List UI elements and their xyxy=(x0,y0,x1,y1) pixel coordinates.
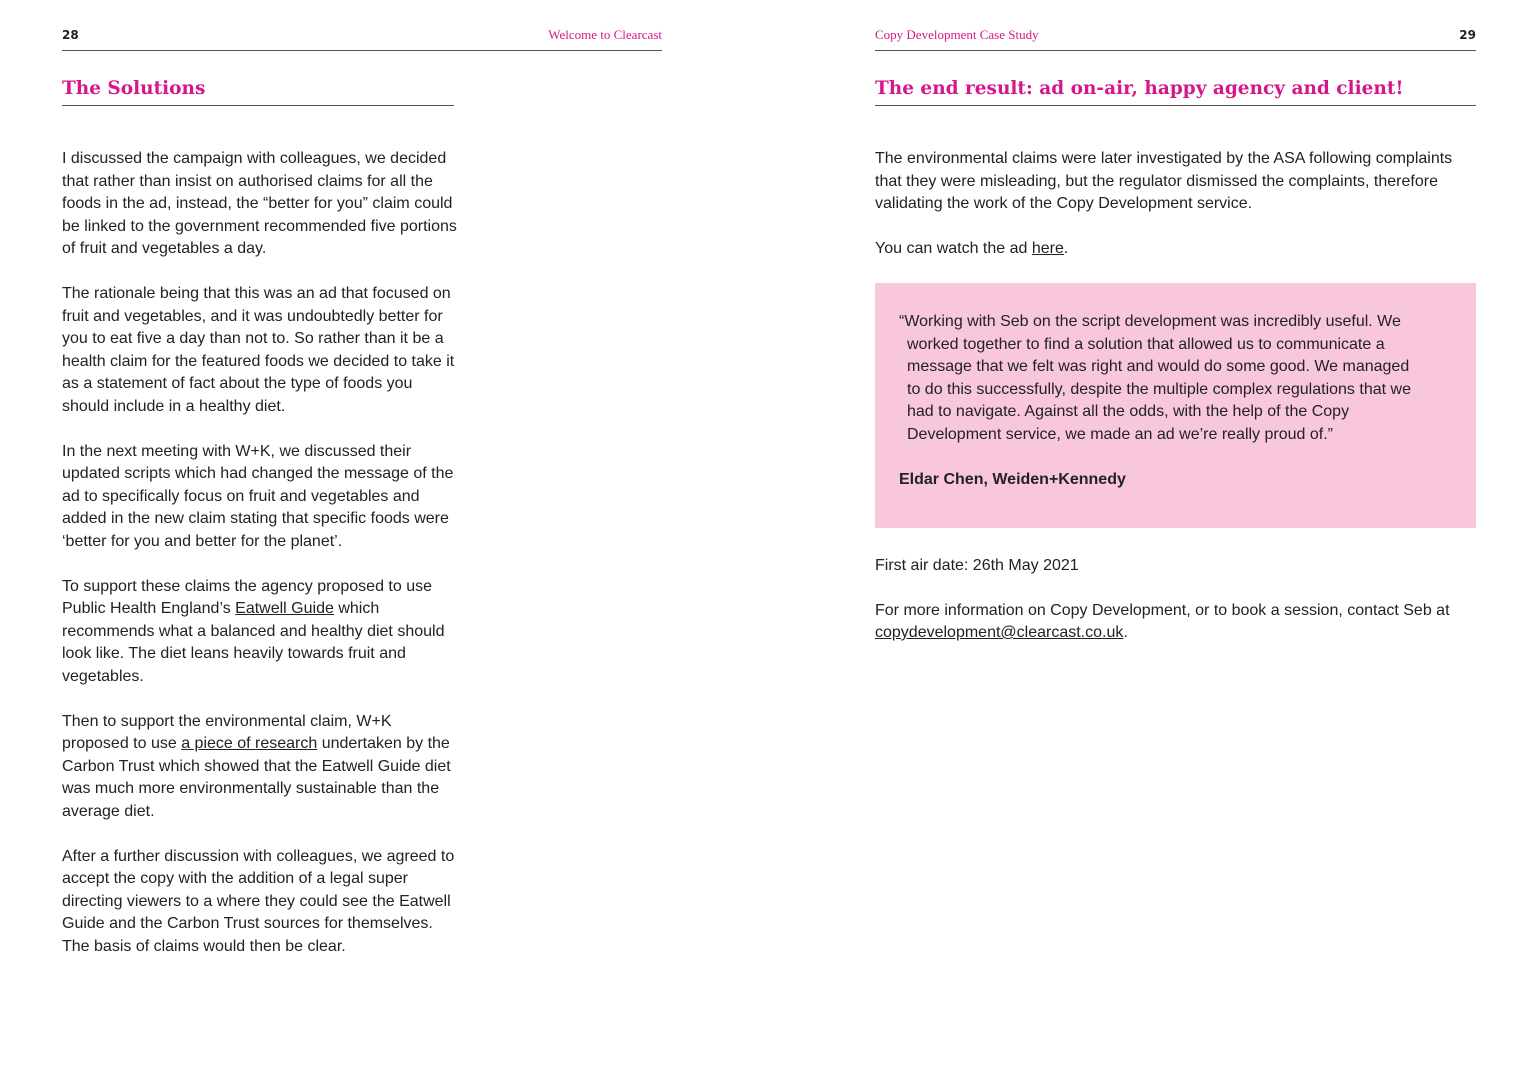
paragraph-text: Then to support the environmental claim, W+K proposed to use xyxy=(62,712,392,752)
paragraph: In the next meeting with W+K, we discussed their updated scripts which had changed the message of the ad to specifically focus on fruit and vegetables and added in the new claim stating that specific foods were ‘better for you and better for the planet’. xyxy=(62,442,454,550)
paragraph xyxy=(875,600,1475,645)
right-page xyxy=(875,0,1476,1081)
paragraph: I discussed the campaign with colleagues, we decided that rather than insist on authorised claims for all the foods in the ad, instead, the “better for you” claim could be linked to the government recommended five portions of fruit and vegetables a day. xyxy=(62,150,457,257)
contact-email-link[interactable]: copydevelopment@clearcast.co.uk xyxy=(875,624,1124,641)
paragraph: The rationale being that this was an ad that focused on fruit and vegetables, and it was undoubtedly better for you to eat five a day than not to. So rather than it be a health claim for the featured foods we decided to take it as a statement of fact about the type of foods you should include in a healthy diet. xyxy=(62,285,455,415)
section-heading: The end result: ad on-air, happy agency and client! xyxy=(875,78,1476,106)
paragraph xyxy=(875,238,1475,261)
watch-ad-link[interactable]: here xyxy=(1031,240,1064,257)
testimonial-quote-box xyxy=(875,283,1476,528)
eatwell-guide-link[interactable]: Eatwell Guide xyxy=(235,600,334,617)
air-date: First air date: 26th May 2021 xyxy=(875,556,1079,574)
paragraph-text: . xyxy=(1063,240,1069,257)
paragraph-text: For more information on Copy Development, or to book a session, contact Seb at xyxy=(875,601,1450,619)
paragraph-text: which recommends what a balanced and healthy diet should look like. The diet leans heavily towards fruit and vegetables. xyxy=(62,600,445,685)
quote-text: “Working with Seb on the script development was incredibly useful. We worked together to find a solution that allowed us to communicate a message that we felt was right and would do some good. We managed to do this successfully, despite the multiple complex regulations that we had to navigate. Against all the odds, with the help of the Copy Development service, we made an ad we’re really proud of.” xyxy=(899,313,1411,443)
running-header xyxy=(875,24,1476,51)
running-title: Copy Development Case Study xyxy=(875,27,1039,42)
paragraph-text: To support these claims the agency proposed to use Public Health England’s xyxy=(62,577,432,617)
running-title: Welcome to Clearcast xyxy=(548,27,662,42)
running-header xyxy=(62,24,662,51)
page-number: 28 xyxy=(62,28,79,42)
left-page xyxy=(62,0,662,1081)
paragraph-text: . xyxy=(1123,624,1128,641)
research-link[interactable]: a piece of research xyxy=(181,735,318,752)
body-text xyxy=(875,148,1475,667)
page-number: 29 xyxy=(1459,28,1476,42)
body-text xyxy=(62,148,462,981)
paragraph xyxy=(62,711,462,824)
paragraph: After a further discussion with colleagues, we agreed to accept the copy with the addition of a legal super directing viewers to a where they could see the Eatwell Guide and the Carbon Trust sources for themselves. The basis of claims would then be clear. xyxy=(62,847,455,955)
quote-author: Eldar Chen, Weiden+Kennedy xyxy=(899,470,1126,488)
paragraph-text: undertaken by the Carbon Trust which showed that the Eatwell Guide diet was much more environmentally sustainable than the average diet. xyxy=(62,735,451,820)
paragraph: The environmental claims were later investigated by the ASA following complaints that they were misleading, but the regulator dismissed the complaints, therefore validating the work of the Copy Development service. xyxy=(875,150,1453,212)
paragraph xyxy=(62,576,462,689)
section-heading: The Solutions xyxy=(62,78,454,106)
paragraph-text: You can watch the ad xyxy=(875,240,1032,257)
